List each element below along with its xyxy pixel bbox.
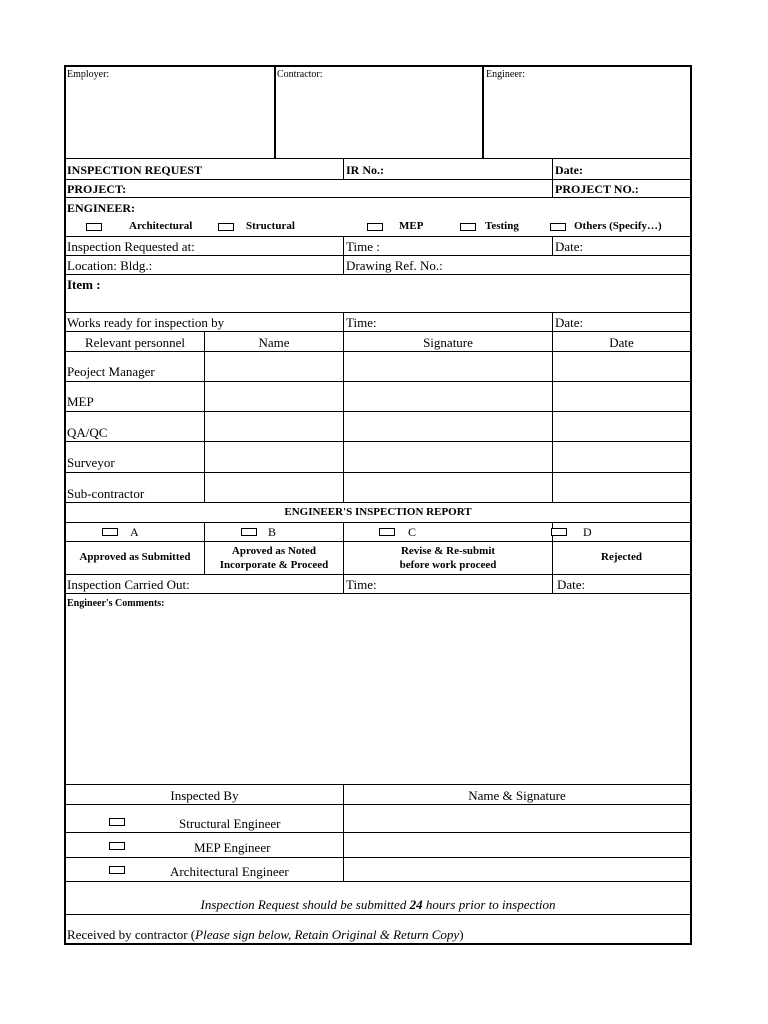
option-b: B: [268, 525, 277, 539]
col-line: [343, 236, 344, 274]
checkbox-b[interactable]: [241, 528, 257, 536]
col-line: [343, 158, 344, 179]
row-line: [64, 857, 692, 858]
inspection-request-title: INSPECTION REQUEST: [67, 163, 203, 177]
checkbox-structural[interactable]: [218, 223, 234, 231]
received-prefix: Received by contractor (: [67, 927, 196, 942]
option-c: C: [408, 525, 417, 539]
header-date: Date: [609, 335, 634, 350]
outcome-approved-noted-2: Incorporate & Proceed: [219, 559, 329, 571]
project-label: PROJECT:: [67, 182, 127, 196]
personnel-row: MEP: [67, 394, 94, 409]
outcome-revise-2: before work proceed: [399, 559, 497, 571]
location-label: Location: Bldg.:: [67, 258, 153, 273]
row-line: [64, 472, 692, 473]
checkbox-d[interactable]: [551, 528, 567, 536]
personnel-row: QA/QC: [67, 425, 108, 440]
outcome-approved-noted: Aproved as Noted: [231, 545, 317, 557]
col-line: [552, 236, 553, 255]
ir-no-label: IR No.:: [346, 163, 384, 177]
role-mep-engineer: MEP Engineer: [194, 840, 271, 855]
name-signature-label: Name & Signature: [468, 788, 566, 803]
row-line: [64, 881, 692, 882]
checkbox-testing[interactable]: [460, 223, 476, 231]
submission-note-end: hours prior to inspection: [422, 897, 556, 912]
row-line: [64, 832, 692, 833]
role-structural-engineer: Structural Engineer: [179, 816, 281, 831]
header-signature: Signature: [423, 335, 473, 350]
row-line: [64, 331, 692, 332]
header-divider-1: [274, 66, 276, 158]
engineers-comments-label: Engineer's Comments:: [67, 598, 165, 609]
discipline-mep: MEP: [399, 220, 424, 232]
row-line: [64, 502, 692, 503]
row-line: [64, 255, 692, 256]
row-line: [64, 574, 692, 575]
header-divider-2: [482, 66, 484, 158]
checkbox-c[interactable]: [379, 528, 395, 536]
outcome-approved: Approved as Submitted: [79, 551, 191, 563]
time-label-2: Time:: [346, 315, 377, 330]
row-line: [64, 411, 692, 412]
row-line: [64, 236, 692, 237]
checkbox-others[interactable]: [550, 223, 566, 231]
row-line: [64, 541, 692, 542]
row-line: [64, 593, 692, 594]
row-line: [64, 441, 692, 442]
project-no-label: PROJECT NO.:: [555, 182, 639, 196]
outcome-revise: Revise & Re-submit: [400, 545, 496, 557]
date-label-2: Date:: [555, 239, 584, 254]
row-line: [64, 312, 692, 313]
submission-note: [66, 898, 690, 911]
discipline-structural: Structural: [246, 220, 295, 232]
received-by-contractor: [67, 928, 464, 941]
col-line: [204, 331, 205, 502]
drawing-ref-label: Drawing Ref. No.:: [346, 258, 443, 273]
checkbox-mep-engineer[interactable]: [109, 842, 125, 850]
inspection-carried-out-label: Inspection Carried Out:: [67, 577, 190, 592]
works-ready-label: Works ready for inspection by: [67, 315, 225, 330]
submission-note-hours: 24: [409, 897, 423, 912]
frame-bottom: [64, 943, 692, 945]
header-bottom: [64, 158, 692, 159]
outcome-rejected: Rejected: [601, 551, 642, 563]
engineer-label: ENGINEER:: [67, 201, 136, 215]
row-line: [64, 381, 692, 382]
option-d: D: [583, 525, 592, 539]
frame-top: [64, 65, 692, 67]
header-relevant-personnel: Relevant personnel: [85, 335, 185, 350]
carried-out-date-label: Date:: [557, 577, 586, 592]
submission-note-start: Inspection Request should be submitted: [200, 897, 410, 912]
role-architectural-engineer: Architectural Engineer: [170, 864, 289, 879]
checkbox-a[interactable]: [102, 528, 118, 536]
header-name: Name: [258, 335, 290, 350]
discipline-testing: Testing: [485, 220, 519, 232]
time-label: Time :: [346, 239, 380, 254]
option-a: A: [130, 525, 139, 539]
col-line: [552, 158, 553, 197]
contractor-label: Contractor:: [277, 69, 323, 80]
personnel-row: Sub-contractor: [67, 486, 145, 501]
date-label-3: Date:: [555, 315, 584, 330]
row-line: [64, 522, 692, 523]
row-line: [64, 804, 692, 805]
row-line: [64, 197, 692, 198]
received-suffix: ): [459, 927, 464, 942]
discipline-others: Others (Specify…): [574, 220, 662, 232]
employer-label: Employer:: [67, 69, 110, 80]
discipline-architectural: Architectural: [129, 220, 193, 232]
checkbox-mep[interactable]: [367, 223, 383, 231]
inspection-requested-at-label: Inspection Requested at:: [67, 239, 195, 254]
row-line: [64, 274, 692, 275]
personnel-row: Surveyor: [67, 455, 115, 470]
row-line: [64, 784, 692, 785]
received-instructions: Please sign below, Retain Original & Return Copy: [195, 927, 460, 942]
row-line: [64, 351, 692, 352]
engineer-header-label: Engineer:: [486, 69, 525, 80]
carried-out-time-label: Time:: [346, 577, 377, 592]
date-label: Date:: [555, 163, 583, 177]
personnel-row: Peoject Manager: [67, 364, 155, 379]
row-line: [64, 914, 692, 915]
inspected-by-label: Inspected By: [170, 788, 239, 803]
item-label: Item :: [67, 277, 101, 292]
report-title: ENGINEER'S INSPECTION REPORT: [284, 506, 472, 518]
col-line: [343, 522, 344, 593]
checkbox-architectural[interactable]: [86, 223, 102, 231]
checkbox-architectural-engineer[interactable]: [109, 866, 125, 874]
checkbox-structural-engineer[interactable]: [109, 818, 125, 826]
row-line: [64, 179, 692, 180]
